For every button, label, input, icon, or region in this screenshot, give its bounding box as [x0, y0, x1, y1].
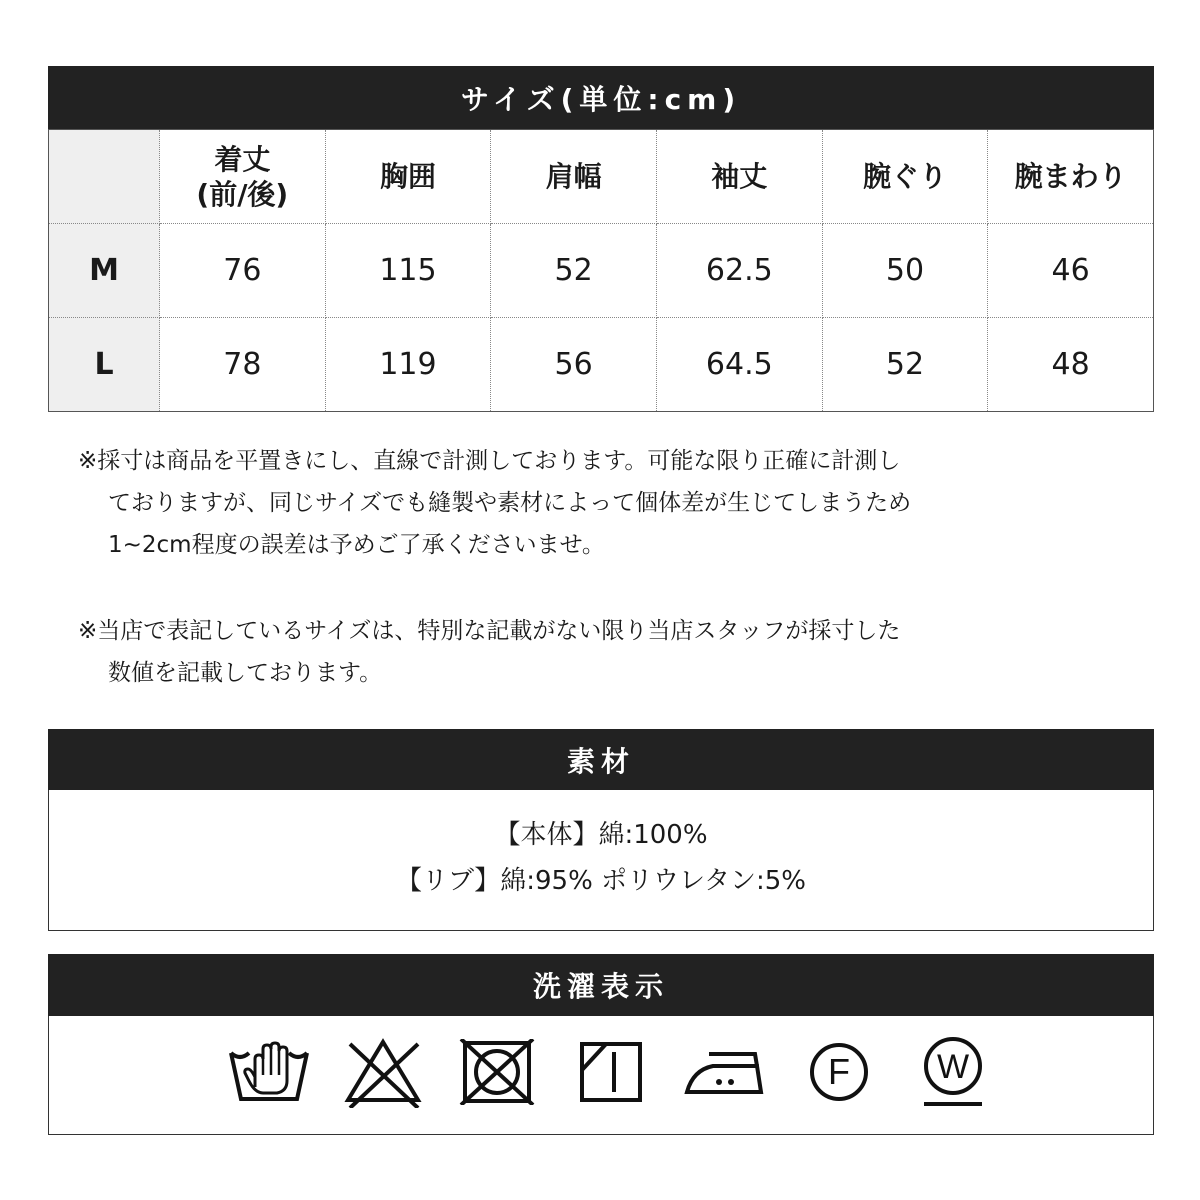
laundry-section-title: 洗濯表示 [48, 954, 1154, 1016]
note-line: 1~2cm程度の誤差は予めご了承くださいませ。 [108, 532, 605, 558]
table-row [49, 224, 1154, 318]
table-cell: 50 [822, 224, 988, 318]
table-cell: 76 [160, 224, 326, 318]
dry-clean-f-icon [782, 1024, 896, 1120]
corner-cell [49, 130, 160, 224]
material-panel [48, 790, 1154, 931]
f-letter: F [828, 1051, 850, 1092]
w-letter: W [936, 1048, 970, 1086]
note-line: ※採寸は商品を平置きにし、直線で計測しております。可能な限り正確に計測し [78, 448, 901, 474]
hand-wash-icon [212, 1024, 326, 1120]
size-section-title: サイズ(単位:cm) [48, 66, 1154, 129]
measurement-note [78, 440, 1058, 566]
size-table [48, 129, 1154, 412]
material-rib-line: 【リブ】綿:95% ポリウレタン:5% [395, 866, 807, 896]
column-header-length-label: 着丈 (前/後) [196, 142, 289, 211]
column-header-arm-circumference: 腕まわり [988, 130, 1154, 224]
material-section-title: 素材 [48, 729, 1154, 790]
note-line: ※当店で表記しているサイズは、特別な記載がない限り当店スタッフが採寸した [78, 618, 901, 644]
table-cell: 115 [325, 224, 491, 318]
column-header-sleeve: 袖丈 [656, 130, 822, 224]
note-line: ておりますが、同じサイズでも縫製や素材によって個体差が生じてしまうため [108, 490, 912, 516]
laundry-icons [212, 1024, 1010, 1120]
iron-medium-icon [668, 1024, 782, 1120]
table-cell: 62.5 [656, 224, 822, 318]
table-cell: 52 [491, 224, 657, 318]
material-body-line: 【本体】綿:100% [494, 820, 708, 850]
drip-dry-shade-icon [554, 1024, 668, 1120]
row-label-l: L [49, 318, 160, 412]
table-cell: 78 [160, 318, 326, 412]
table-cell: 56 [491, 318, 657, 412]
table-cell: 46 [988, 224, 1154, 318]
table-cell: 64.5 [656, 318, 822, 412]
wet-clean-w-icon [896, 1024, 1010, 1120]
no-bleach-icon [326, 1024, 440, 1120]
table-row [49, 318, 1154, 412]
table-cell: 48 [1051, 347, 1090, 382]
staff-measurement-note [78, 610, 1058, 694]
row-label-m: M [49, 224, 160, 318]
note-line: 数値を記載しております。 [108, 660, 383, 686]
column-header-chest: 胸囲 [325, 130, 491, 224]
column-header-length [160, 130, 326, 224]
no-tumble-dry-icon [440, 1024, 554, 1120]
column-header-shoulder: 肩幅 [491, 130, 657, 224]
table-cell: 119 [325, 318, 491, 412]
size-table-header-row [49, 130, 1154, 224]
table-cell: 52 [822, 318, 988, 412]
column-header-armhole: 腕ぐり [822, 130, 988, 224]
